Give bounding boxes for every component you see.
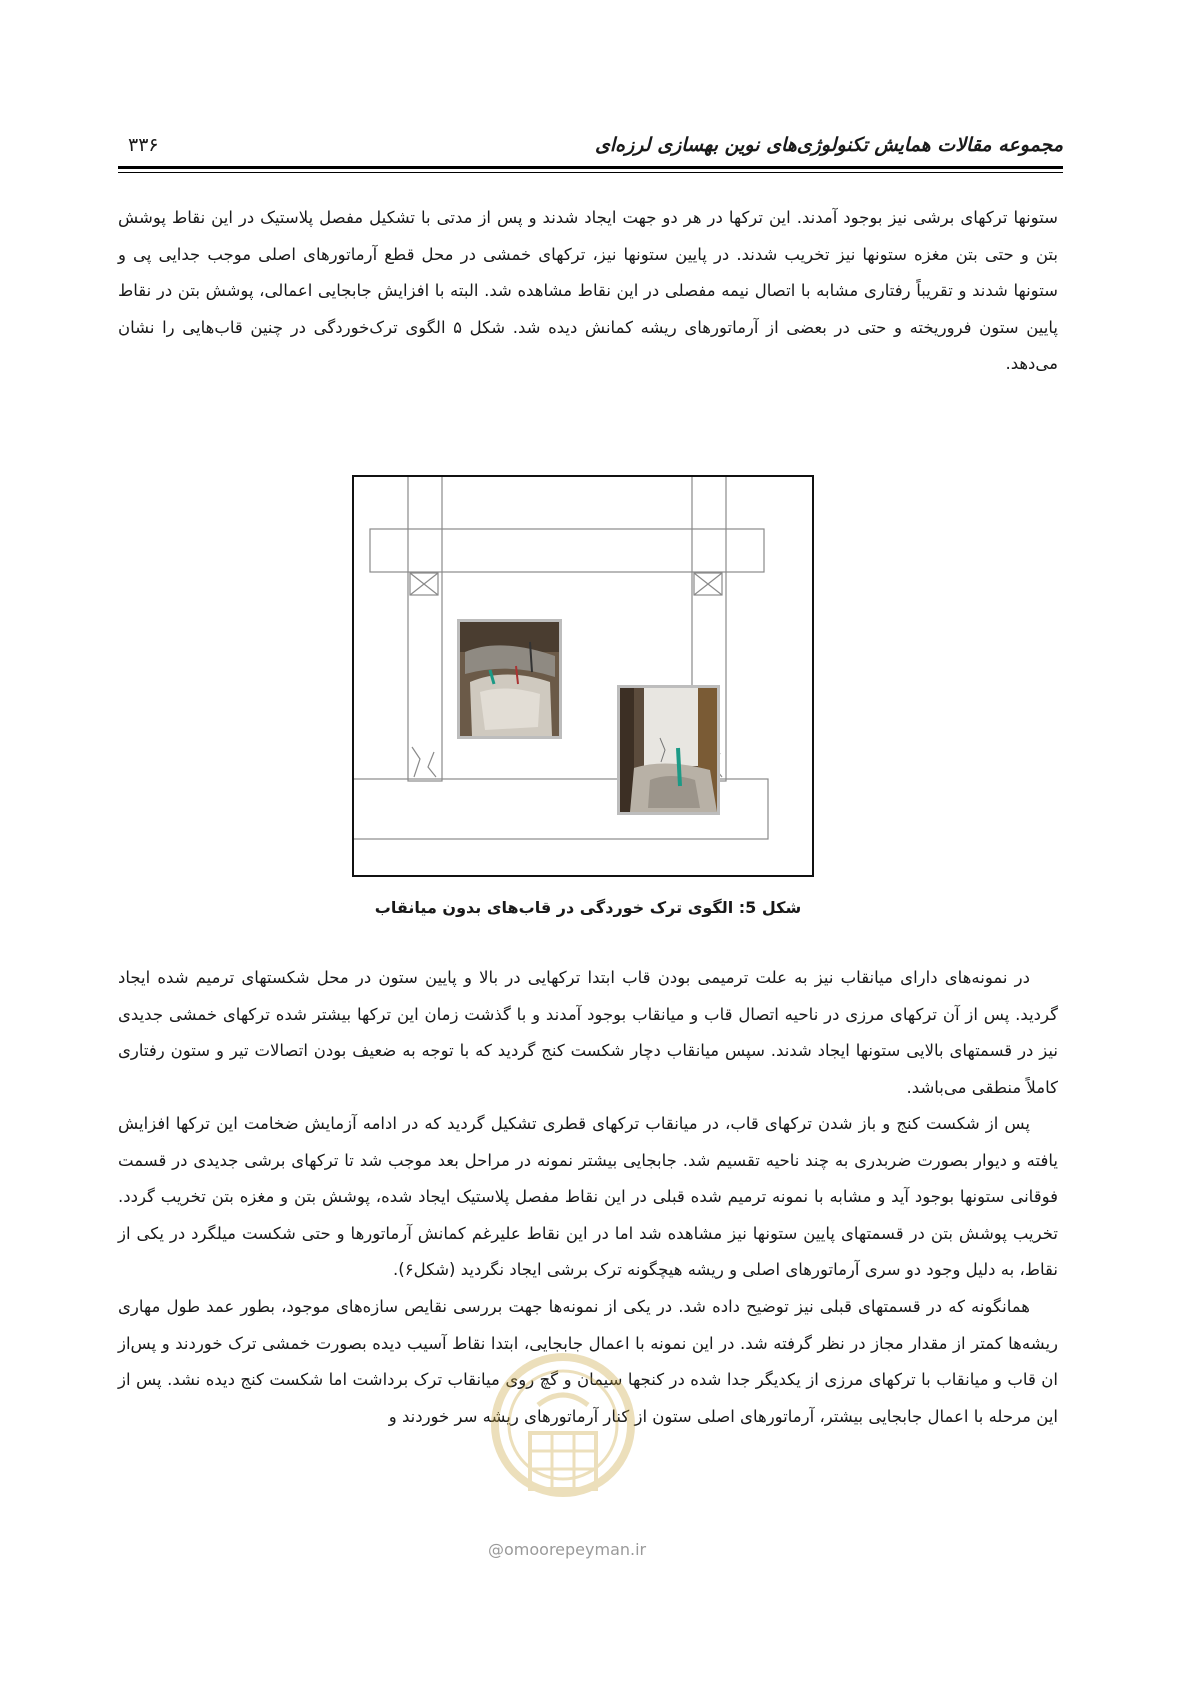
figure-caption: شکل 5: الگوی ترک خوردگی در قاب‌های بدون میانقاب — [374, 898, 802, 917]
paragraph-4: همانگونه که در قسمتهای قبلی نیز توضیح داده شد. در یکی از نمونه‌ها جهت بررسی نقایص سازه‌های موجود، بطور عمد طول مهاری ریشه‌ها کمتر از مقدار مجاز در نظر گرفته شد. در این نمونه با اعمال جابجایی، ابتدا نقاط آسیب دیده بصورت خمشی ترک خوردند و پس‌از ان قاب و میانقاب با ترکهای مرزی از یکدیگر جدا شده در کنجها سیمان و گچ روی میانقاب ترک برداشت اما شکست کنج دیده نشد. پس از این مرحله با اعمال جابجایی بیشتر، آرماتورهای اصلی ستون از کنار آرماتورهای ریشه سر خوردند و — [118, 1297, 1058, 1426]
watermark-logo — [478, 1345, 648, 1535]
header-rule-thick — [118, 166, 1063, 169]
watermark-site: @omoorepeyman.ir — [488, 1540, 647, 1559]
page-number: ۳۳۶ — [128, 134, 159, 156]
paragraph-2: در نمونه‌های دارای میانقاب نیز به علت ترمیمی بودن قاب ابتدا ترکهایی در بالا و پایین ستون در محل شکستهای ترمیم شده ایجاد گردید. پس از آن ترکهای مرزی در ناحیه اتصال قاب و میانقاب بوجود آمدند و با گذشت زمان این ترکها بیشتر شده ترکهای خمشی جدیدی نیز در قسمتهای بالایی ستونها ایجاد شدند. سپس میانقاب دچار شکست کنج گردید که با توجه به ضعیف بودن اتصالات تیر و ستون رفتاری کاملاً منطقی می‌باشد. — [118, 968, 1058, 1097]
journal-title: مجموعه مقالات همایش تکنولوژی‌های نوین بهسازی لرزه‌ای — [595, 134, 1063, 156]
frame-drawing — [354, 477, 812, 875]
figure-5-crack-pattern — [352, 475, 814, 877]
page-header — [118, 128, 1063, 168]
paragraph-1: ستونها ترکهای برشی نیز بوجود آمدند. این ترکها در هر دو جهت ایجاد شدند و پس از مدتی با تشکیل مفصل پلاستیک در این نقاط پوشش بتن و حتی بتن مغزه ستونها نیز تخریب شدند. در پایین ستونها نیز، ترکهای خمشی در محل قطع آرماتورهای اصلی موجب جدایی پی و ستونها شدند و تقریباً رفتاری مشابه با اتصال نیمه مفصلی در این نقاط مشاهده شد. البته با افزایش جابجایی اعمالی، پوشش بتن در نقاط پایین ستون فروریخته و حتی در بعضی از آرماتورهای ریشه کمانش دیده شد. شکل ۵ الگوی ترک‌خوردگی در چنین قاب‌هایی را نشان می‌دهد. — [118, 208, 1058, 373]
damage-photo-column-base — [617, 685, 720, 815]
damage-photo-top-joint — [457, 619, 562, 739]
header-rule-thin — [118, 172, 1063, 173]
paragraph-3: پس از شکست کنج و باز شدن ترکهای قاب، در میانقاب ترکهای قطری تشکیل گردید که در ادامه آزمایش ضخامت این ترکها افزایش یافته و دیوار بصورت ضربدری به چند ناحیه تقسیم شد. جابجایی بیشتر نمونه در مراحل بعد موجب شد تا ترکهای برشی جدیدی در قسمت فوقانی ستونها بوجود آید و مشابه با نمونه ترمیم شده قبلی در این نقاط مفصل پلاستیک ایجاد شده، پوشش بتن و مغزه بتن تخریب گردد. تخریب پوشش بتن در قسمتهای پایین ستونها نیز مشاهده شد اما در این نقاط علیرغم کمانش آرماتورها و حتی شکست میلگرد در یکی از نقاط، به دلیل وجود دو سری آرماتورهای اصلی و ریشه هیچگونه ترک برشی ایجاد نگردید (شکل۶). — [118, 1114, 1058, 1279]
